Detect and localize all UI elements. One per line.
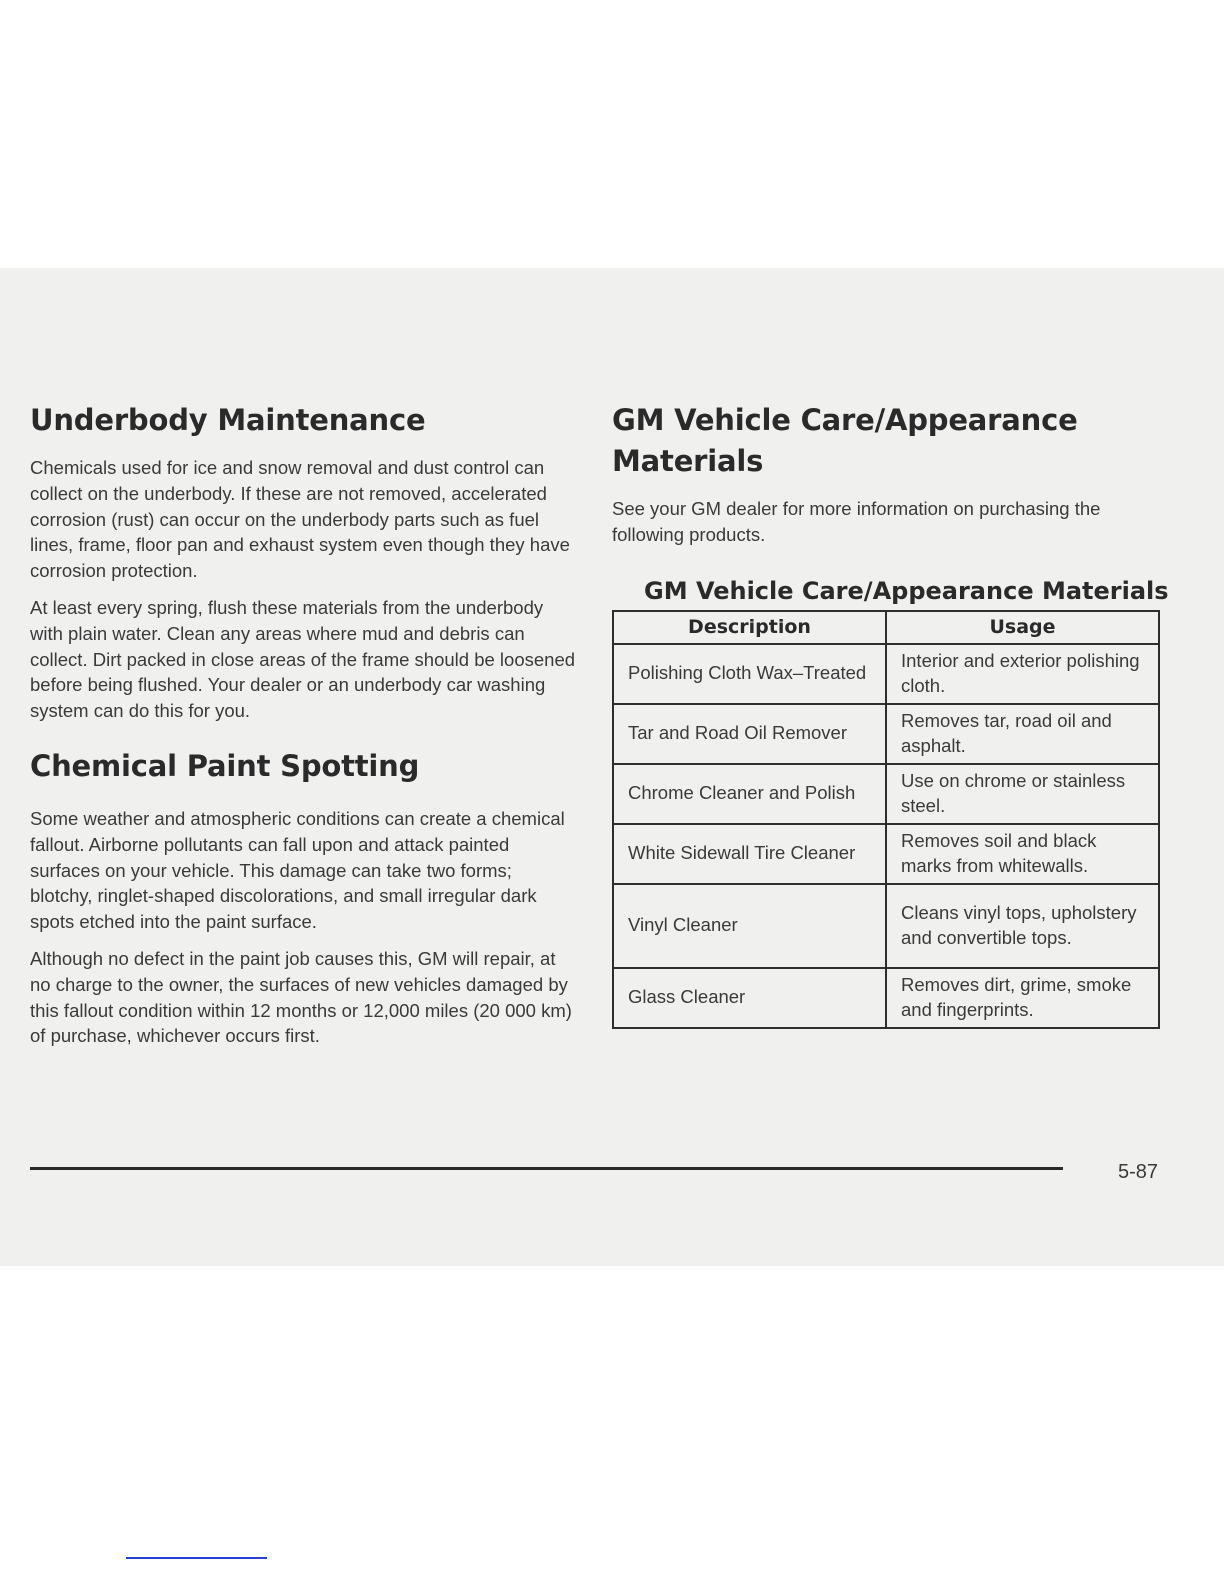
care-materials-heading: GM Vehicle Care/Appearance Materials [612,403,1078,478]
usage-column-header: Usage [886,611,1159,644]
footer-rule [30,1167,1063,1170]
description-cell: Chrome Cleaner and Polish [613,764,886,824]
table-row [613,644,1159,704]
table-header-row [613,611,1159,644]
underbody-maintenance-heading: Underbody Maintenance [30,403,426,437]
usage-cell: Removes dirt, grime, smoke and fingerprints. [886,968,1159,1028]
usage-cell: Interior and exterior polishing cloth. [886,644,1159,704]
table-title: GM Vehicle Care/Appearance Materials [644,576,1169,605]
usage-cell: Cleans vinyl tops, upholstery and convertible tops. [886,884,1159,968]
description-cell: Tar and Road Oil Remover [613,704,886,764]
care-materials-table [612,610,1160,1029]
table-row [613,824,1159,884]
table-row [613,764,1159,824]
table-row [613,884,1159,968]
usage-cell: Use on chrome or stainless steel. [886,764,1159,824]
paint-spotting-paragraph-2: Although no defect in the paint job causes this, GM will repair, at no charge to the owner, the surfaces of new vehicles damaged by this fallout condition within 12 months or 12,000 miles (20 000 km) of purchase, whichever occurs first. [30,947,572,1047]
care-materials-intro: See your GM dealer for more information on purchasing the following products. [612,498,1101,545]
left-column [30,398,578,1049]
table-row [613,968,1159,1028]
underbody-paragraph-1: Chemicals used for ice and snow removal and dust control can collect on the underbody. If these are not removed, accelerated corrosion (rust) can occur on the underbody parts such as fuel lines, frame, floor pan and exhaust system even though they have corrosion protection. [30,457,570,582]
usage-cell: Removes tar, road oil and asphalt. [886,704,1159,764]
underbody-paragraph-2: At least every spring, flush these materials from the underbody with plain water. Clean any areas where mud and debris can collect. Dirt packed in close areas of the frame should be loosened before being flushed. Your dealer or an underbody car washing system can do this for you. [30,596,576,722]
paint-spotting-paragraph-1: Some weather and atmospheric conditions can create a chemical fallout. Airborne pollutants can fall upon and attack painted surfaces on your vehicle. This damage can take two forms; blotchy, ringlet-shaped discolorations, and small irregular dark spots etched into the paint surface. [30,807,565,933]
chemical-paint-spotting-heading: Chemical Paint Spotting [30,748,420,783]
right-column [612,398,1169,1029]
description-cell: Vinyl Cleaner [613,884,886,968]
page-number: 5-87 [1118,1161,1159,1183]
usage-cell: Removes soil and black marks from whitewalls. [886,824,1159,884]
table-row [613,704,1159,764]
description-cell: Polishing Cloth Wax–Treated [613,644,886,704]
description-cell: White Sidewall Tire Cleaner [613,824,886,884]
description-column-header: Description [613,611,886,644]
description-cell: Glass Cleaner [613,968,886,1028]
bottom-link-underline [126,1557,267,1559]
